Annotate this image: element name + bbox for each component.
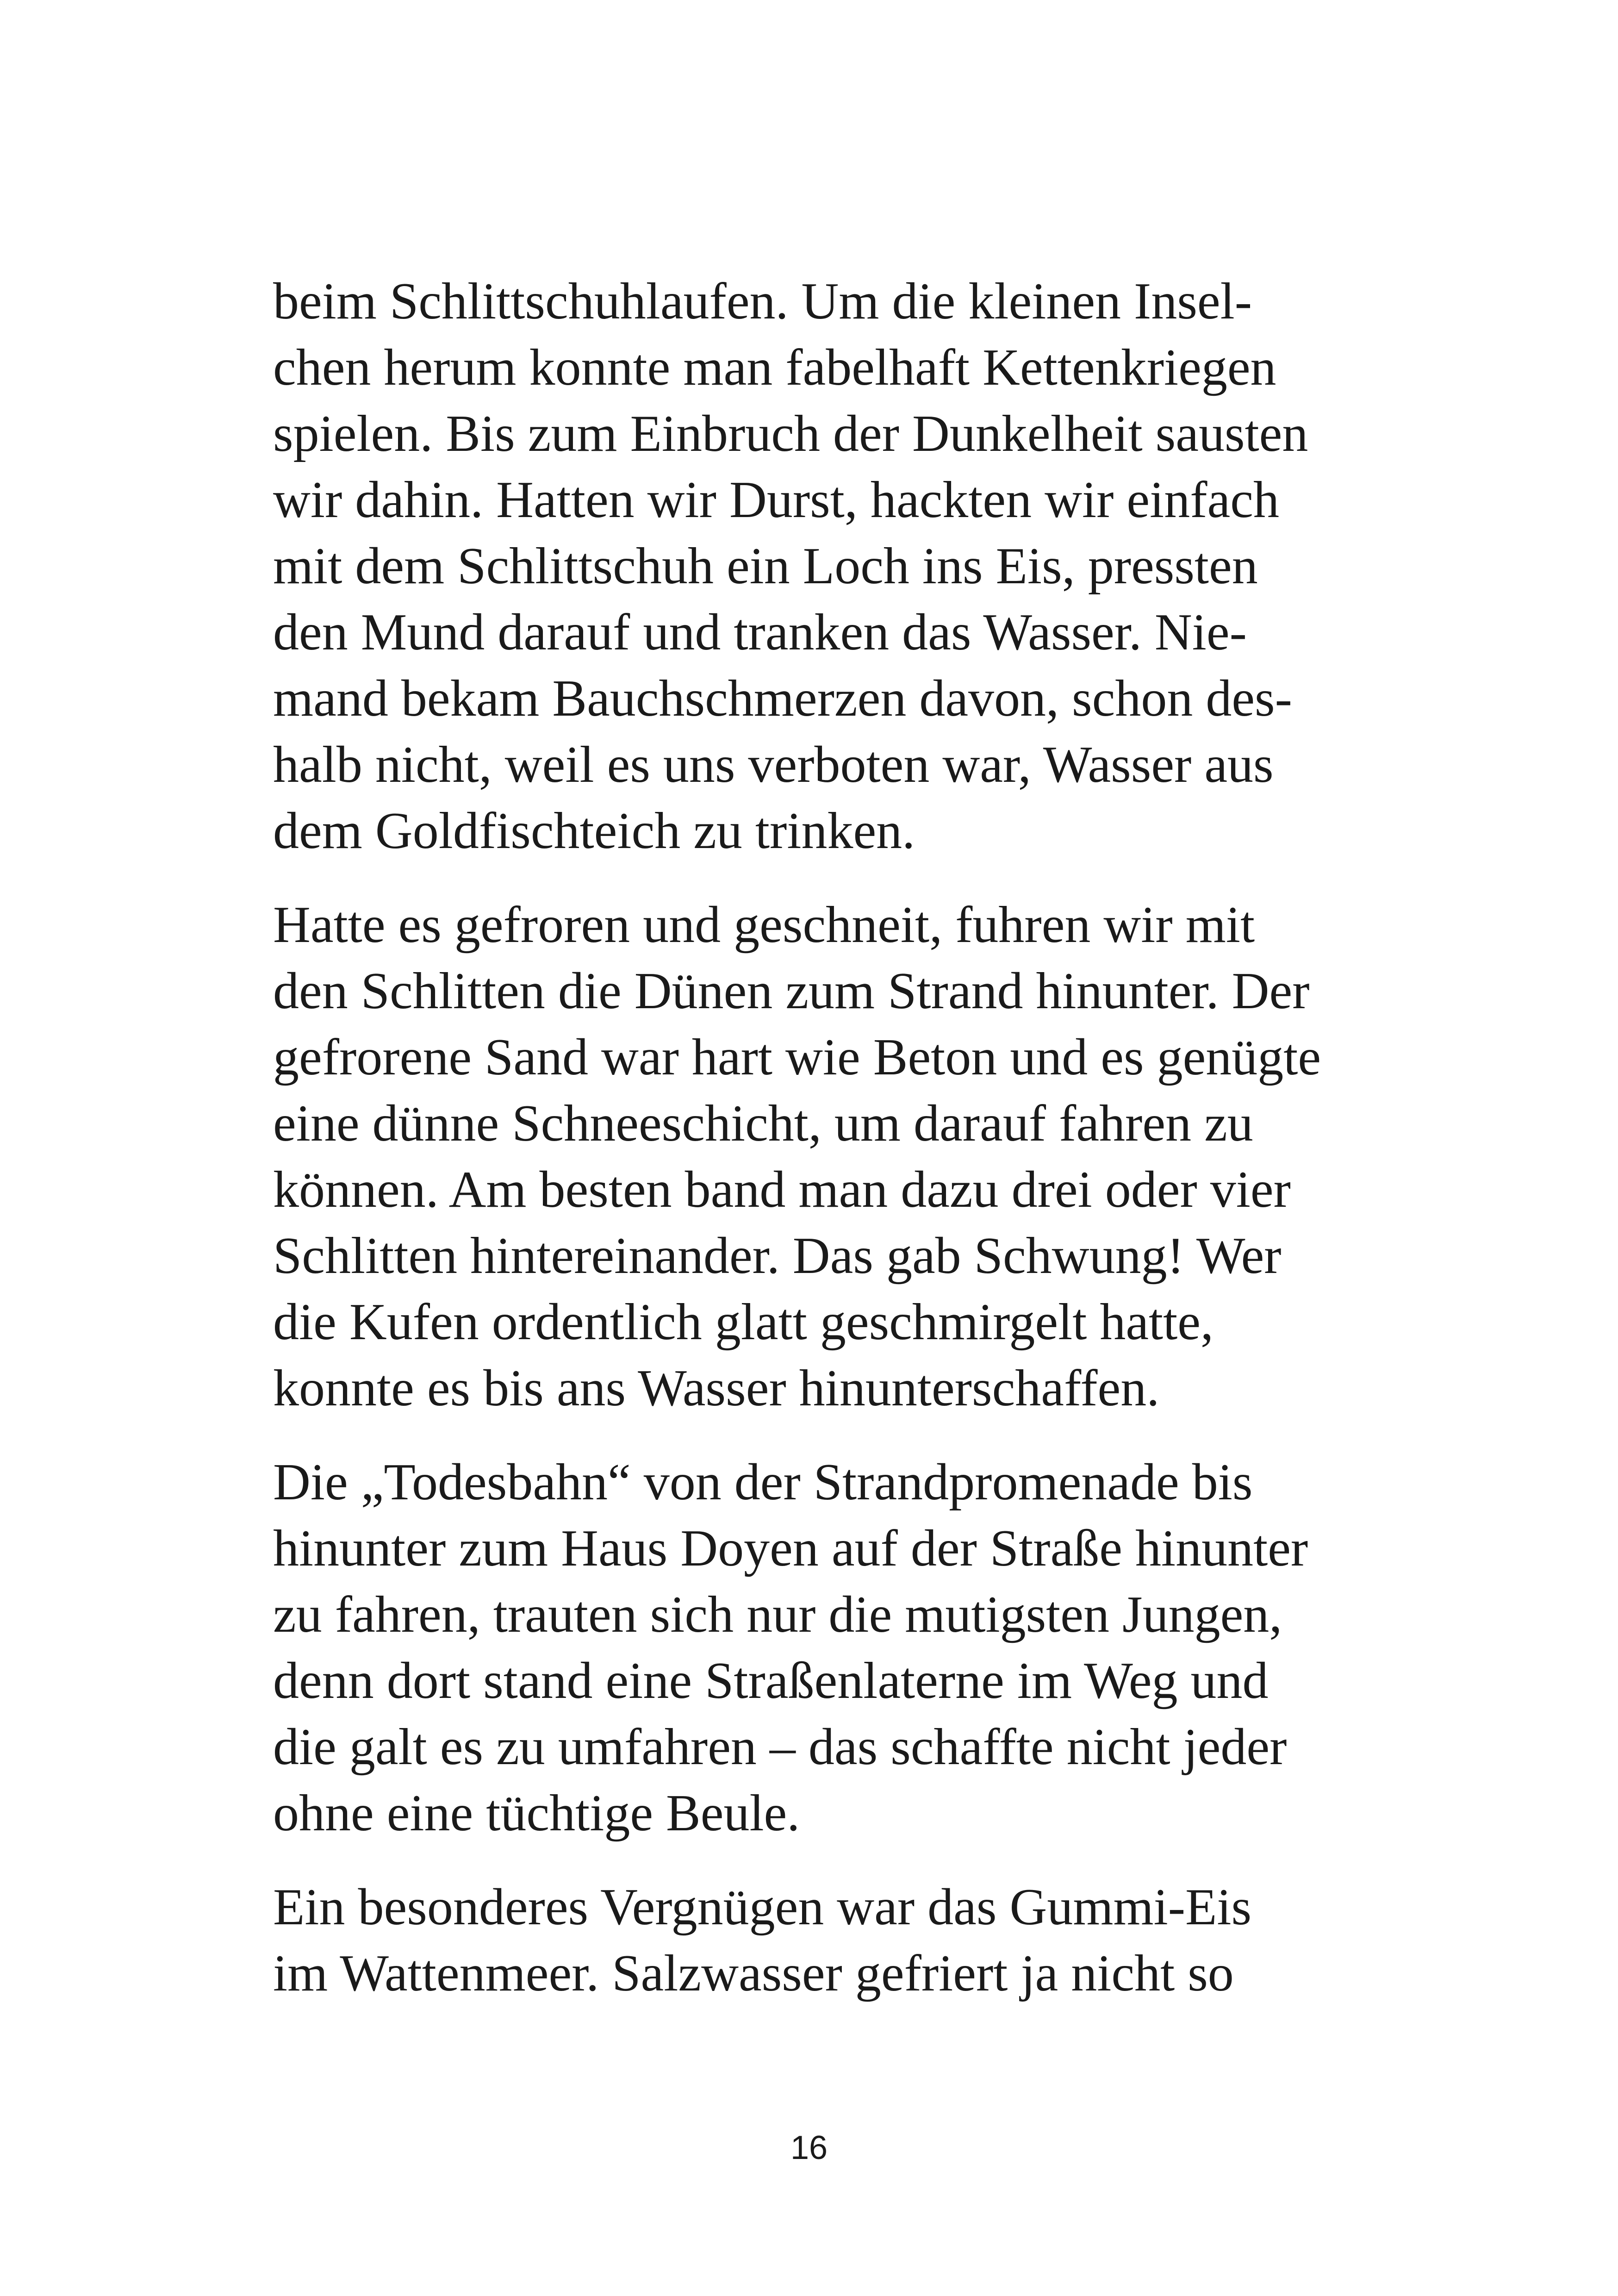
paragraph-3 <box>273 1449 1393 1847</box>
text-line: ohne eine tüchtige Beule. <box>273 1784 800 1842</box>
text-line: beim Schlittschuhlaufen. Um die kleinen Insel- <box>273 273 1252 330</box>
paragraph-1 <box>273 268 1393 864</box>
text-line: gefrorene Sand war hart wie Beton und es genügte <box>273 1029 1321 1086</box>
text-line: mand bekam Bauchschmerzen davon, schon des- <box>273 670 1292 727</box>
text-line: den Mund darauf und tranken das Wasser. Nie- <box>273 604 1247 661</box>
text-line: denn dort stand eine Straßenlaterne im Weg und <box>273 1652 1269 1710</box>
text-line: die Kufen ordentlich glatt geschmirgelt hatte, <box>273 1293 1214 1351</box>
body-text <box>273 268 1393 2034</box>
text-line: halb nicht, weil es uns verboten war, Wasser aus <box>273 736 1274 793</box>
text-line: mit dem Schlittschuh ein Loch ins Eis, pressten <box>273 537 1258 595</box>
text-line: hinunter zum Haus Doyen auf der Straße hinunter <box>273 1520 1308 1577</box>
text-line: dem Goldfischteich zu trinken. <box>273 802 915 860</box>
paragraph-2 <box>273 892 1393 1422</box>
text-line: Ein besonderes Vergnügen war das Gummi-Eis <box>273 1878 1252 1936</box>
text-line: chen herum konnte man fabelhaft Kettenkriegen <box>273 339 1276 396</box>
text-line: zu fahren, trauten sich nur die mutigsten Jungen, <box>273 1586 1282 1643</box>
page-number: 16 <box>790 2129 828 2166</box>
text-line: Schlitten hintereinander. Das gab Schwung! Wer <box>273 1227 1282 1285</box>
text-line: den Schlitten die Dünen zum Strand hinunter. Der <box>273 962 1310 1020</box>
text-line: spielen. Bis zum Einbruch der Dunkelheit sausten <box>273 405 1308 462</box>
text-line: Hatte es gefroren und geschneit, fuhren wir mit <box>273 896 1255 954</box>
text-line: Die „Todesbahn“ von der Strandpromenade bis <box>273 1454 1253 1511</box>
paragraph-4 <box>273 1874 1393 2007</box>
text-line: die galt es zu umfahren – das schaffte nicht jeder <box>273 1718 1287 1776</box>
text-line: konnte es bis ans Wasser hinunterschaffen. <box>273 1360 1160 1417</box>
text-line: eine dünne Schneeschicht, um darauf fahren zu <box>273 1095 1253 1152</box>
text-line: wir dahin. Hatten wir Durst, hackten wir einfach <box>273 471 1279 529</box>
text-line: im Wattenmeer. Salzwasser gefriert ja nicht so <box>273 1945 1234 2002</box>
text-line: können. Am besten band man dazu drei oder vier <box>273 1161 1291 1218</box>
